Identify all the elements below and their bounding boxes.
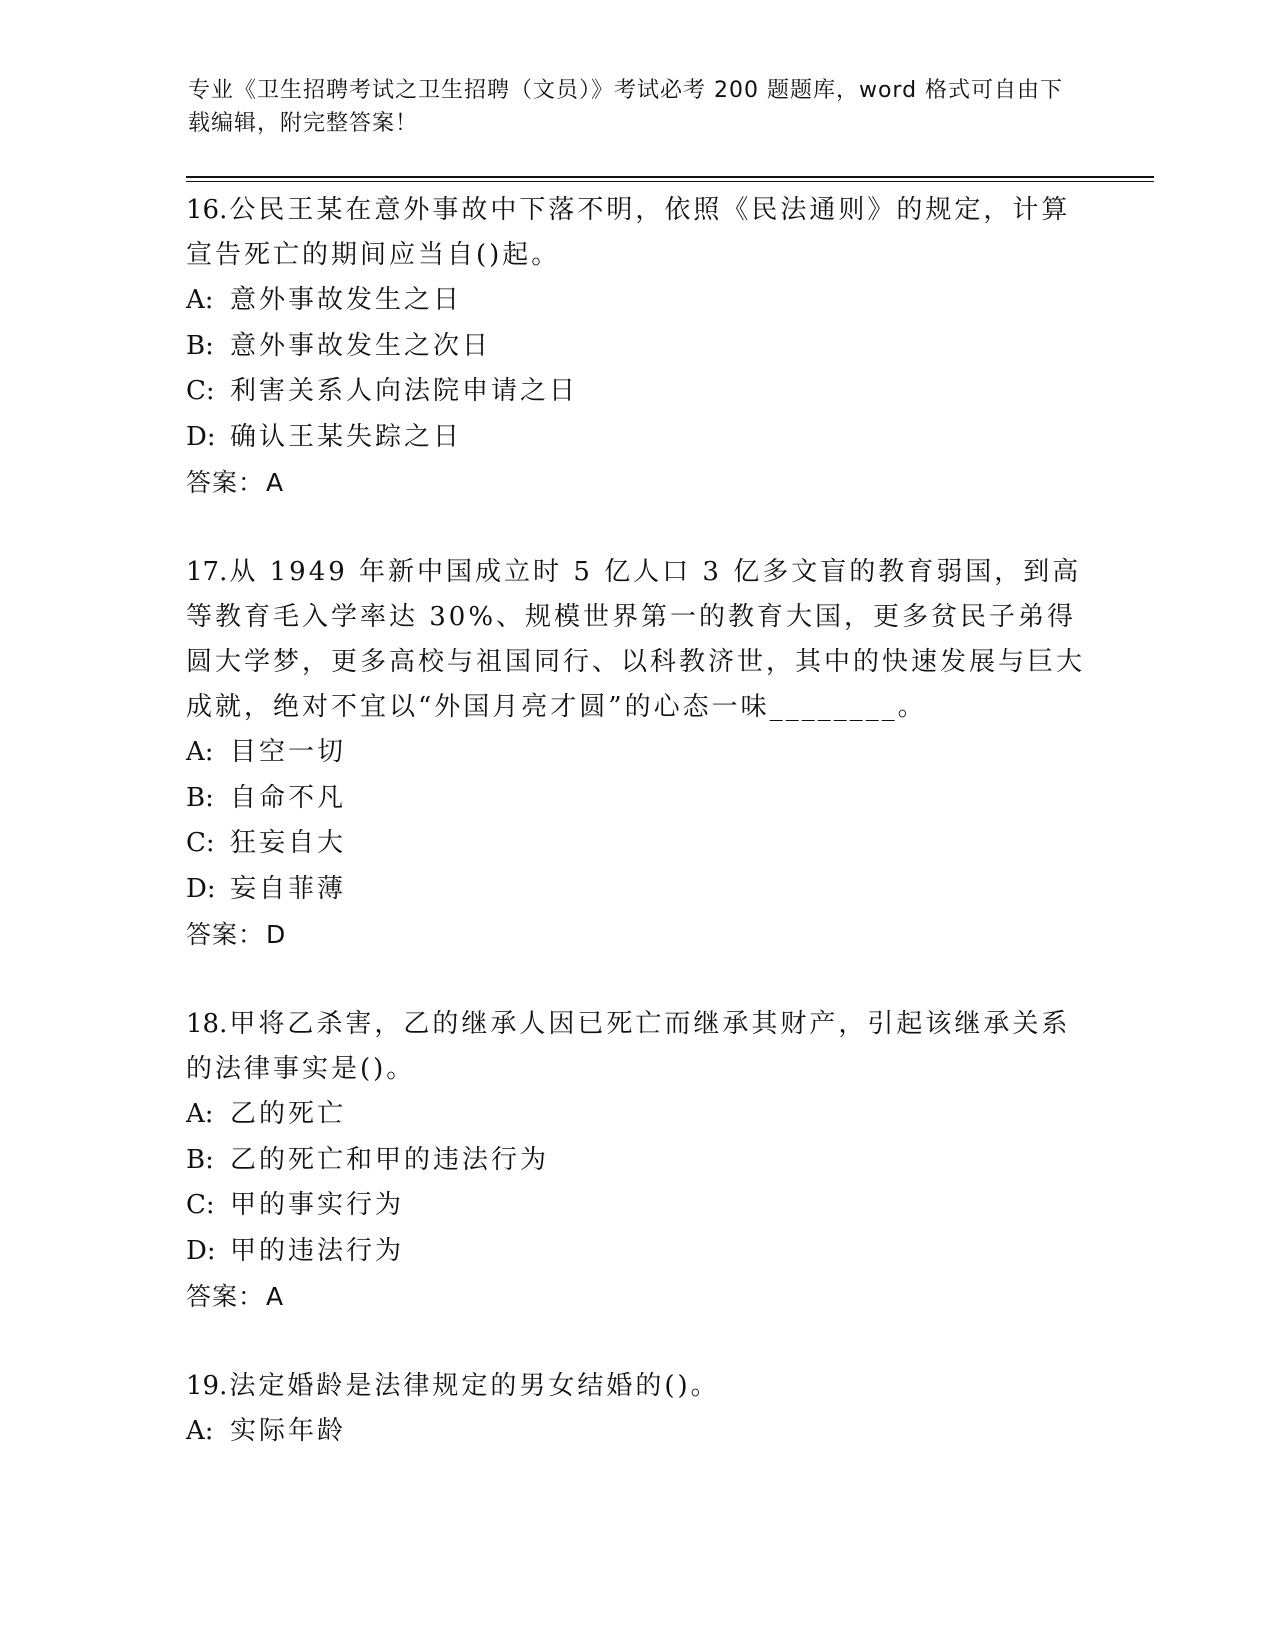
option-text: 意外事故发生之日 <box>230 285 463 315</box>
question-text <box>186 188 1086 278</box>
option-letter: B: <box>186 782 214 813</box>
header-divider <box>186 176 1154 178</box>
option-letter: A: <box>186 1416 214 1446</box>
option-b <box>186 324 1086 370</box>
option-text: 意外事故发生之次日 <box>230 330 492 361</box>
document-header: 专业《卫生招聘考试之卫生招聘（文员）》考试必考 200 题题库，word 格式可自由下载编辑，附完整答案！ <box>188 78 1064 136</box>
option-letter: A: <box>186 737 214 767</box>
option-c <box>186 821 1086 867</box>
option-letter: C: <box>186 376 215 406</box>
option-text: 狂妄自大 <box>230 828 347 858</box>
option-text: 利害关系人向法院申请之日 <box>230 376 579 406</box>
answer-label: 答案： <box>186 920 265 949</box>
option-text: 乙的死亡 <box>230 1099 347 1129</box>
answer-label: 答案： <box>186 1282 265 1311</box>
option-a <box>186 1409 1086 1455</box>
option-text: 甲的违法行为 <box>230 1235 405 1266</box>
option-letter: B: <box>186 330 214 361</box>
question-spacer <box>186 1319 1086 1364</box>
option-letter: A: <box>186 285 214 315</box>
answer-line <box>186 912 1086 957</box>
option-d <box>186 867 1086 913</box>
answer-value: D <box>266 920 287 949</box>
option-b <box>186 1138 1086 1184</box>
option-d <box>186 1229 1086 1275</box>
option-text: 实际年龄 <box>230 1416 347 1446</box>
question-stem: 法定婚龄是法律规定的男女结婚的()。 <box>229 1371 720 1401</box>
question-number: 19. <box>186 1371 228 1401</box>
answer-label: 答案： <box>186 468 265 497</box>
question-list <box>186 188 1086 1455</box>
answer-value: A <box>266 468 285 497</box>
answer-line <box>186 460 1086 505</box>
question-text <box>186 1002 1086 1092</box>
question-spacer <box>186 505 1086 550</box>
option-c <box>186 1183 1086 1229</box>
option-letter: D: <box>186 1235 216 1266</box>
option-letter: D: <box>186 421 216 452</box>
question-16 <box>186 188 1086 505</box>
option-text: 乙的死亡和甲的违法行为 <box>230 1144 550 1175</box>
question-stem: 公民王某在意外事故中下落不明，依照《民法通则》的规定，计算宣告死亡的期间应当自()起。 <box>186 195 1071 270</box>
option-text: 自命不凡 <box>230 782 347 813</box>
answer-value: A <box>266 1282 285 1311</box>
option-text: 甲的事实行为 <box>230 1190 405 1220</box>
header-divider-thin <box>186 181 1154 182</box>
question-number: 16. <box>186 195 228 225</box>
option-d <box>186 415 1086 461</box>
option-text: 确认王某失踪之日 <box>230 421 463 452</box>
question-number: 18. <box>186 1009 228 1039</box>
question-18 <box>186 1002 1086 1319</box>
question-stem: 甲将乙杀害，乙的继承人因已死亡而继承其财产，引起该继承关系的法律事实是()。 <box>186 1009 1071 1084</box>
option-letter: D: <box>186 873 216 904</box>
answer-line <box>186 1274 1086 1319</box>
option-letter: B: <box>186 1144 214 1175</box>
question-text <box>186 550 1086 730</box>
option-text: 妄自菲薄 <box>230 873 347 904</box>
question-stem: 从 1949 年新中国成立时 5 亿人口 3 亿多文盲的教育弱国，到高等教育毛入学率达 30%、规模世界第一的教育大国，更多贫民子弟得圆大学梦，更多高校与祖国同行、以科教济世，其中的快速发展与巨大成就，绝对不宜以“外国月亮才圆”的心态一味________。 <box>186 557 1086 722</box>
option-letter: C: <box>186 828 215 858</box>
option-a <box>186 1092 1086 1138</box>
question-spacer <box>186 957 1086 1002</box>
option-letter: C: <box>186 1190 215 1220</box>
option-a <box>186 278 1086 324</box>
option-a <box>186 730 1086 776</box>
question-text <box>186 1364 1086 1409</box>
question-19 <box>186 1364 1086 1455</box>
option-b <box>186 776 1086 822</box>
option-c <box>186 369 1086 415</box>
question-number: 17. <box>186 557 228 587</box>
option-text: 目空一切 <box>230 737 347 767</box>
question-17 <box>186 550 1086 957</box>
option-letter: A: <box>186 1099 214 1129</box>
